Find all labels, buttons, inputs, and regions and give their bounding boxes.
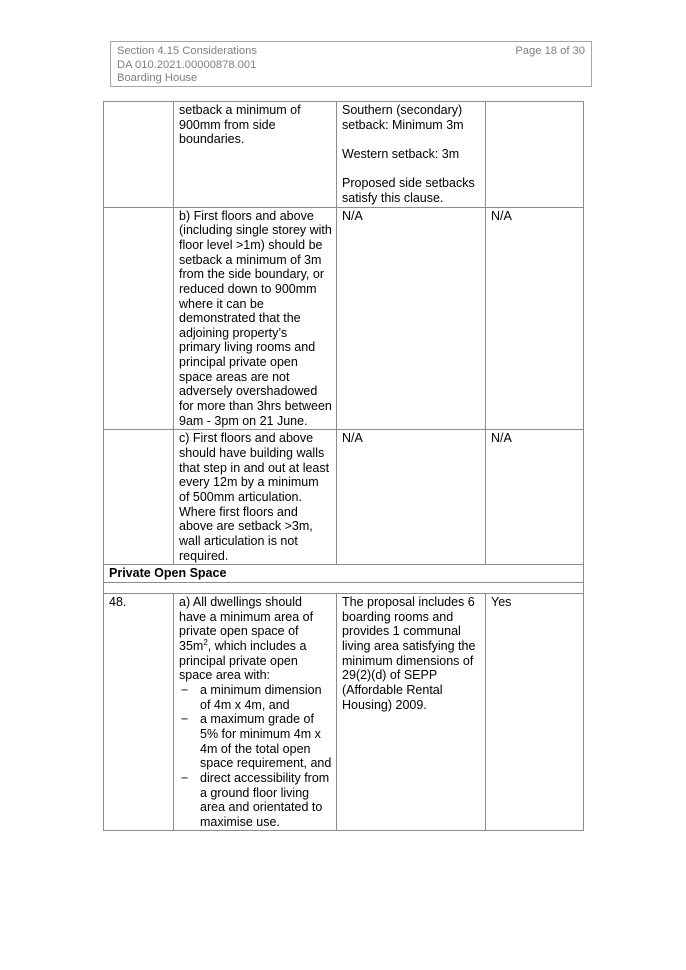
compliance-table [103, 101, 584, 831]
compliance-cell: N/A [486, 430, 584, 565]
clause-text: setback a minimum of 900mm from side boundaries. [179, 103, 301, 147]
clause-text: c) First floors and above should have building walls that step in and out at least every 12m by a minimum of 500mm articulation. Where first floors and above are setback >3m, wall articulation is not required. [179, 431, 330, 563]
clause-number-cell [104, 207, 174, 430]
list-item: − direct accessibility from a ground floor living area and orientated to maximise use. [181, 770, 330, 829]
table-row [104, 102, 584, 208]
assessment-cell: N/A [337, 207, 486, 430]
clause-number-cell: 48. [104, 593, 174, 831]
spacer-row [104, 582, 584, 593]
section-heading-row [104, 565, 584, 583]
list-item: − a minimum dimension of 4m x 4m, and [181, 682, 322, 712]
compliance-cell: N/A [486, 207, 584, 430]
dash-bullet-icon: − [181, 712, 189, 727]
assessment-text-southern: Southern (secondary) setback: Minimum 3m [342, 103, 464, 132]
assessment-text-conclusion: Proposed side setbacks satisfy this clause. [342, 176, 475, 205]
clause-intro: a) All dwellings should have a minimum area of private open space of $35m^2$, which includes a principal private open space area with: [179, 594, 314, 683]
compliance-cell: Yes [486, 593, 584, 831]
dash-bullet-icon: − [181, 770, 189, 785]
assessment-cell [337, 102, 486, 208]
page-header [110, 41, 592, 87]
clause-cell [174, 430, 337, 565]
assessment-cell: The proposal includes 6 boarding rooms and provides 1 communal living area satisfying the minimum dimensions of 29(2)(d) of SEPP (Affordable Rental Housing) 2009. [337, 593, 486, 831]
clause-text: b) First floors and above (including single storey with floor level >1m) should be setback a minimum of 3m from the side boundary, or reduced down to 900mm where it can be demonstrated that the adjoining property’s primary living rooms and principal private open space areas are not adversely overshadowed for more than 3hrs between 9am - 3pm on 21 June. [179, 208, 332, 428]
clause-cell [174, 102, 337, 208]
table-row [104, 593, 584, 831]
table-row [104, 430, 584, 565]
header-development-type: Boarding House [117, 72, 198, 85]
assessment-cell: N/A [337, 430, 486, 565]
clause-number-cell [104, 102, 174, 208]
header-da-number: DA 010.2021.00000878.001 [117, 58, 257, 71]
clause-bullet-list [179, 683, 332, 830]
table-row [104, 207, 584, 430]
clause-number-cell [104, 430, 174, 565]
assessment-text-western: Western setback: 3m [342, 146, 460, 161]
clause-cell [174, 593, 337, 831]
list-item: − a maximum grade of 5% for minimum 4m x 4m of the total open space requirement, and [181, 712, 332, 771]
page-number: Page 18 of 30 [515, 45, 585, 57]
compliance-cell [486, 102, 584, 208]
header-section-title: Section 4.15 Considerations [117, 45, 257, 57]
dash-bullet-icon: − [181, 682, 189, 697]
clause-cell [174, 207, 337, 430]
section-heading: Private Open Space [104, 565, 584, 583]
